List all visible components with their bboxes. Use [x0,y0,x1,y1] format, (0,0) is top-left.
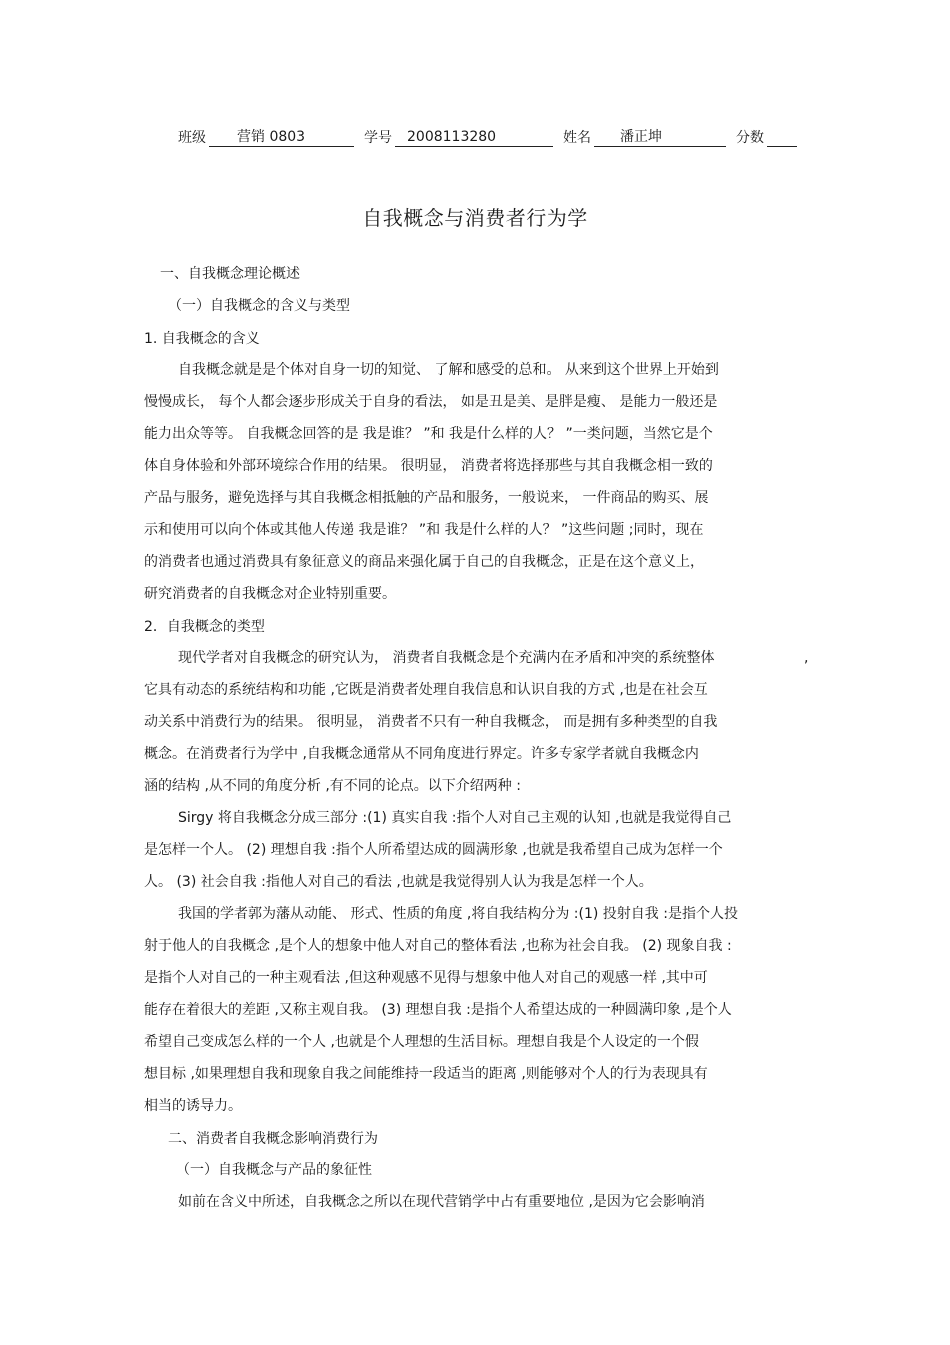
paragraph-line: 是指个人对自己的一种主观看法 ,但这种观感不见得与想象中他人对自己的观感一样 ,其中可 [144,970,708,986]
paragraph-line: 希望自己变成怎么样的一个人 ,也就是个人理想的生活目标。理想自我是个人设定的一个假 [144,1034,699,1050]
paragraph-line: 能存在着很大的差距 ,又称主观自我。 (3) 理想自我 :是指个人希望达成的一种圆满印象 ,是个人 [144,1002,732,1018]
paragraph-line: 射于他人的自我概念 ,是个人的想象中他人对自己的整体看法 ,也称为社会自我。 (2) 现象自我 : [144,938,732,954]
paragraph-line: 是怎样一个人。 (2) 理想自我 :指个人所希望达成的圆满形象 ,也就是我希望自己成为怎样一个 [144,842,723,858]
score-label: 分数 [736,130,764,146]
paragraph-line: 它具有动态的系统结构和功能 ,它既是消费者处理自我信息和认识自我的方式 ,也是在社会互 [144,682,708,698]
name-value: 潘正坤 [594,128,726,147]
numbered-heading: 2．自我概念的类型 [144,619,265,635]
trailing-comma: , [804,650,809,666]
name-label: 姓名 [563,130,591,146]
score-value [767,126,797,147]
class-label: 班级 [178,130,206,146]
paragraph-line: 现代学者对自我概念的研究认为， 消费者自我概念是个充满内在矛盾和冲突的系统整体 [178,650,715,666]
paragraph-line: Sirgy 将自我概念分成三部分 :(1) 真实自我 :指个人对自己主观的认知 ,也就是我觉得自己 [178,810,732,826]
paragraph-line: 研究消费者的自我概念对企业特别重要。 [144,586,396,602]
paragraph-line: 能力出众等等。 自我概念回答的是 我是谁？ ”和 我是什么样的人？ ”一类问题，当然它是个 [144,426,713,442]
student-id-value: 2008113280 [395,128,553,147]
paragraph-line: 相当的诱导力。 [144,1098,242,1114]
paragraph-line: 想目标 ,如果理想自我和现象自我之间能维持一段适当的距离 ,则能够对个人的行为表现具有 [144,1066,708,1082]
numbered-heading: 1. 自我概念的含义 [144,331,260,347]
document-title: 自我概念与消费者行为学 [362,206,588,230]
paragraph-line: 我国的学者郭为藩从动能、 形式、性质的角度 ,将自我结构分为 :(1) 投射自我 :是指个人投 [178,906,738,922]
paragraph-line: 慢慢成长， 每个人都会逐步形成关于自身的看法， 如是丑是美、是胖是瘦、 是能力一般还是 [144,394,718,410]
class-value: 营销 0803 [209,128,354,147]
subsection-heading: （一）自我概念的含义与类型 [168,298,350,314]
paragraph-line: 动关系中消费行为的结果。 很明显， 消费者不只有一种自我概念， 而是拥有多种类型的自我 [144,714,718,730]
subsection-heading: （一）自我概念与产品的象征性 [176,1162,372,1178]
paragraph-line: 体自身体验和外部环境综合作用的结果。 很明显， 消费者将选择那些与其自我概念相一致的 [144,458,713,474]
student-info-header [178,126,808,147]
paragraph-line: 如前在含义中所述，自我概念之所以在现代营销学中占有重要地位 ,是因为它会影响消 [178,1194,705,1210]
paragraph-line: 的消费者也通过消费具有象征意义的商品来强化属于自己的自我概念，正是在这个意义上， [144,554,704,570]
paragraph-line: 涵的结构 ,从不同的角度分析 ,有不同的论点。以下介绍两种 : [144,778,521,794]
section-heading: 一、自我概念理论概述 [160,266,300,282]
paragraph-line: 人。 (3) 社会自我 :指他人对自己的看法 ,也就是我觉得别人认为我是怎样一个人。 [144,874,653,890]
student-id-label: 学号 [364,130,392,146]
section-heading: 二、消费者自我概念影响消费行为 [168,1131,378,1147]
paragraph-line: 自我概念就是是个体对自身一切的知觉、 了解和感受的总和。 从来到这个世界上开始到 [178,362,719,378]
paragraph-line: 示和使用可以向个体或其他人传递 我是谁？ ”和 我是什么样的人？ ”这些问题 ;同时，现在 [144,522,704,538]
paragraph-line: 产品与服务，避免选择与其自我概念相抵触的产品和服务，一般说来， 一件商品的购买、展 [144,490,709,506]
paragraph-line: 概念。在消费者行为学中 ,自我概念通常从不同角度进行界定。许多专家学者就自我概念内 [144,746,699,762]
